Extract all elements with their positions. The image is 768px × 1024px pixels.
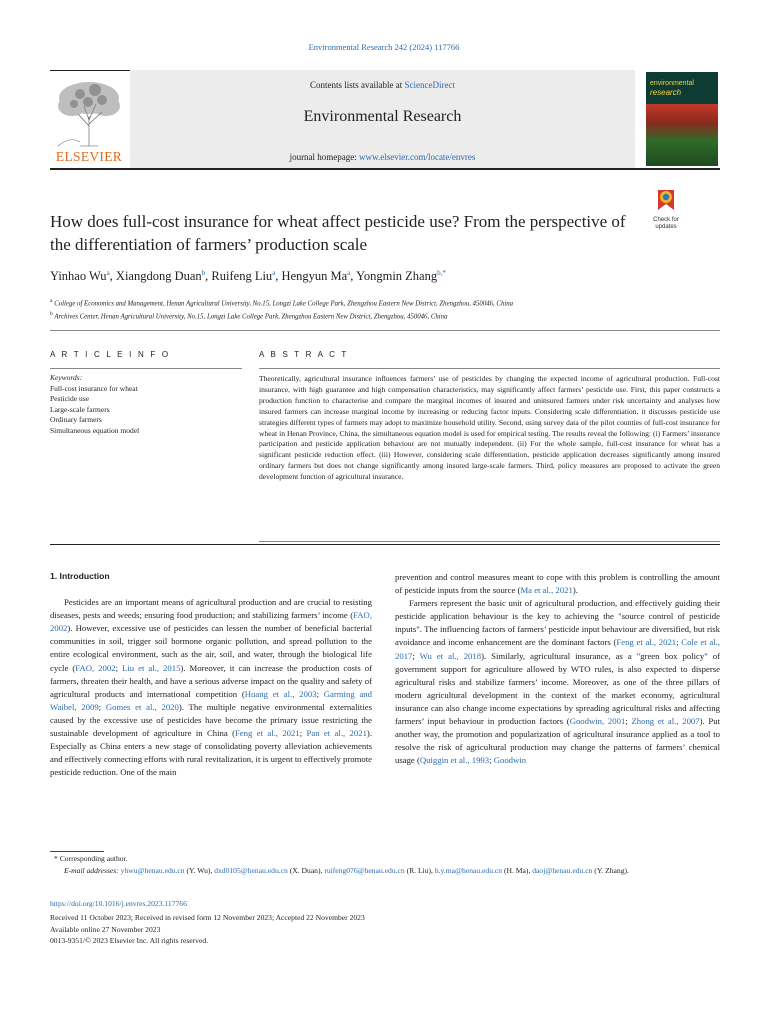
footnote-rule [50, 851, 104, 852]
cover-title: environmental [650, 80, 694, 87]
text-run: ). [572, 585, 578, 596]
sciencedirect-link[interactable]: ScienceDirect [404, 80, 455, 90]
text-run: Farmers represent the basic unit of agricultural production, and effectively guiding their pesticide application behaviour is the key to achieving the "source control of pesticide inputs". The influencing factors of farmers’ pesticide input behaviour are diversified, but risk avoidance and income enhancement are the dominant factors ( [395, 598, 720, 648]
citation-link[interactable]: Huang et al., 2003 [244, 688, 317, 699]
cover-image [646, 104, 718, 166]
footnotes [50, 853, 720, 877]
received-dates: Received 11 October 2023; Received in revised form 12 November 2023; Accepted 22 November 2023 [50, 913, 365, 922]
author-name[interactable]: Hengyun Ma [281, 269, 348, 284]
abstract-text: Theoretically, agricultural insurance influences farmers’ use of pesticides by changing the expected income of agricultural production. Full-cost insurance, with high guarantee and high compensation characteristics, may significantly affect farmers’ pesticide use. First, this paper constructs a production function to characterise and compare the marginal incomes of insured and uninsured farmers under risk uncertainty and analyses how insured farmers can increase marginal income by increasing or reducing factor inputs. Considering scale differentiation, it discusses pesticide use strategies different types of farmers may adopt to maximize household utility. Second, using survey data of the pilot counties of full-cost insurance for wheat in Henan Province, China, the simultaneous equation model is used for empirical testing. The results reveal the following: (i) Farmers’ insurance participation and pesticide application behaviour are not mutually independent. (ii) For the whole sample, full-cost insurance for wheat has a significant pesticide reduction effect. (iii) However, considering scale differentiation, pesticide application decreases significantly among insured ordinary farmers but does not change significantly among insured large-scale farmers. Third, policy measures are proposed to activate the green development function of agricultural insurance. [259, 374, 720, 482]
keywords-label: Keywords: [50, 373, 83, 382]
journal-header-panel [130, 70, 635, 168]
author-name[interactable]: Ruifeng Liu [211, 269, 273, 284]
abstract-rule [259, 368, 720, 369]
email-owner: (H. Ma), [502, 866, 533, 875]
paragraph [395, 597, 720, 767]
author-affiliation-mark[interactable]: a [272, 269, 276, 277]
author-affiliation-mark[interactable]: b [201, 269, 206, 277]
author-affiliation-mark[interactable]: a [347, 269, 351, 277]
journal-reference[interactable]: Environmental Research 242 (2024) 117766 [308, 42, 460, 52]
citation-link[interactable]: Feng et al., 2021 [234, 728, 300, 739]
keyword: Full-cost insurance for wheat [50, 383, 138, 393]
text-run: ; [412, 650, 420, 661]
affiliation-mark: b [50, 311, 53, 318]
email-label: E-mail addresses: [64, 866, 121, 875]
text-run: ). Especially as China enters a new stage of consolidating poverty alleviation achievements and effectively connecting efforts with rural revitalization, it is urgent to effectively promote pesticide reduction. One of the main [50, 728, 372, 778]
header-bottom-rule [50, 168, 720, 170]
article-info-heading: A R T I C L E I N F O [50, 350, 171, 359]
text-run: ). Put another way, the promotion and popularization of agricultural insurance applied as a tool to resolve the risk of agricultural production may change the patterns of farmers’ chemical usage ( [395, 716, 720, 766]
author-name[interactable]: Xiangdong Duan [115, 269, 202, 284]
journal-name: Environmental Research [303, 108, 462, 125]
title-rule [50, 330, 720, 331]
keyword: Large-scale farmers [50, 404, 110, 414]
journal-homepage-link[interactable]: www.elsevier.com/locate/envres [359, 152, 476, 162]
text-run: ; [676, 637, 682, 648]
author-list: Yinhao Wu$^a$, Xiangdong Duan$^b$, Ruifeng Liu$^a$, Hengyun Ma$^a$, Yongmin Zhang$^{b,*}$ [50, 269, 446, 284]
citation-link[interactable]: FAO, 2002 [50, 610, 372, 634]
article-info-rule [50, 368, 242, 369]
keyword: Ordinary farmers [50, 415, 102, 424]
text-run: ). Similarly, agricultural insurance, as a "green box policy" of government support for agriculture allowed by WTO rules, is also expected to disperse agricultural risks and stabilize farmers’ income. Moreover, as one of the three pillars of modern agricultural development in the context of the market economy, agricultural insurance can also change income expectations by spreading agricultural risks and affecting farmers’ input behaviour in production factors ( [395, 650, 721, 727]
text-run: prevention and control measures meant to cope with this problem is controlling the amount of pesticide inputs from the source ( [395, 572, 720, 596]
email-link[interactable]: yhwu@henau.edu.cn [120, 866, 185, 875]
cover-subtitle: research [650, 88, 682, 97]
article-dates [50, 912, 720, 947]
keyword: Pesticide use [50, 394, 89, 403]
email-link[interactable]: h.y.ma@henau.edu.cn [434, 866, 503, 875]
abstract-end-rule [259, 541, 720, 542]
author-affiliation-mark[interactable]: b,* [437, 269, 446, 277]
text-run: ; [299, 728, 307, 739]
article-title: How does full-cost insurance for wheat affect pesticide use? From the perspective of the differentiation of farmers’ production scale [50, 212, 626, 254]
available-online: Available online 27 November 2023 [50, 924, 161, 934]
email-owner: (X. Duan), [287, 866, 325, 875]
check-for-updates-button[interactable] [643, 188, 689, 232]
affiliation-text: College of Economics and Management, Henan Agricultural University, No.15, Longzi Lake College Park, Zhengzhou Eastern New District, Zhengzhou, 450046, China [52, 300, 514, 308]
homepage-label: journal homepage: [289, 152, 360, 162]
email-link[interactable]: ruifeng076@henau.edu.cn [324, 866, 405, 875]
paragraph [395, 571, 720, 597]
citation-link[interactable]: Liu et al., 2015 [122, 662, 181, 673]
citation-link[interactable]: Goodwin, 2001 [569, 716, 626, 727]
citation-link[interactable]: Zhong et al., 2007 [631, 716, 700, 727]
contents-line [130, 80, 635, 90]
text-run: ). However, excessive use of pesticides can lessen the number of beneficial bacterial communities in soil, trigger soil hormone organic pollution, and spread pollution to the entire ecological environment, such as the air, soil, and water, through the biological life cycle ( [50, 623, 372, 673]
affiliation [50, 309, 730, 322]
citation-link[interactable]: Garming and Waibel, 2009 [50, 688, 372, 712]
citation-link[interactable]: Feng et al., 2021 [616, 637, 677, 648]
copyright: 0013-9351/© 2023 Elsevier Inc. All rights reserved. [50, 936, 209, 945]
check-updates-label: Check for updates [653, 217, 679, 230]
text-run: ; [316, 688, 324, 699]
citation-link[interactable]: Wu et al., 2018 [419, 650, 482, 661]
citation-link[interactable]: FAO, 2002 [75, 662, 116, 673]
journal-cover[interactable] [646, 72, 718, 166]
keyword-list [50, 384, 242, 437]
check-updates-icon [655, 188, 677, 212]
text-run: ). Moreover, it can increase the production costs of farmers, threaten their health, and have a serious adverse impact on the quality and safety of agricultural products and international competition ( [50, 662, 372, 699]
keywords-block [50, 373, 242, 436]
email-link[interactable]: daoj@henau.edu.cn [532, 866, 593, 875]
homepage-line [130, 152, 635, 162]
abstract-heading: A B S T R A C T [259, 350, 349, 359]
citation-link[interactable]: Pan et al., 2021 [306, 728, 367, 739]
text-run: ). The multiple negative environmental externalities caused by the excessive use of pesticides have become the primary issue restricting the sustainable development of agriculture in China ( [50, 701, 372, 739]
text-run: ; [98, 701, 106, 712]
citation-link[interactable]: Gomes et al., 2020 [105, 701, 179, 712]
author-affiliation-mark[interactable]: a [106, 269, 110, 277]
affiliation [50, 296, 730, 309]
body-right-column [395, 571, 720, 767]
text-run: Pesticides are an important means of agricultural production and are crucial to resisting diseases, pests and weeds; ensuring food production; and stabilizing farmers’ income ( [50, 597, 372, 621]
body-rule [50, 544, 720, 545]
email-owner: (Y. Wu), [184, 866, 215, 875]
citation-link[interactable]: Ma et al., 2021 [520, 585, 573, 596]
author-name[interactable]: Yinhao Wu [50, 269, 107, 284]
text-run: ; [489, 755, 494, 766]
section-heading-introduction: 1. Introduction [50, 571, 110, 581]
paragraph [50, 596, 372, 779]
email-owner: (R. Liu), [404, 866, 435, 875]
contents-label: Contents lists available at [310, 80, 405, 90]
text-run: ; [625, 716, 632, 727]
citation-link[interactable]: Quiggin et al., 1993 [419, 755, 490, 766]
citation-link[interactable]: Goodwin [493, 755, 527, 766]
affiliation-mark: a [50, 298, 53, 304]
journal-header [50, 70, 627, 168]
doi-link[interactable]: https://doi.org/10.1016/j.envres.2023.117766 [50, 899, 187, 908]
email-owner: (Y. Zhang). [592, 866, 629, 875]
email-link[interactable]: dxd0105@henau.edu.cn [214, 866, 288, 875]
text-run: ; [115, 662, 123, 673]
body-left-column [50, 570, 372, 779]
affiliation-text: Archives Center, Henan Agricultural University, No.15, Longzi Lake College Park, Zhengzhou Eastern New District, Zhengzhou, 450046, China [52, 313, 448, 321]
author-name[interactable]: Yongmin Zhang [356, 269, 438, 284]
affiliations [50, 296, 730, 323]
keyword: Simultaneous equation model [50, 425, 140, 435]
email-addresses [50, 865, 720, 877]
publisher-wordmark: ELSEVIER [55, 149, 123, 164]
corresponding-author-note: * Corresponding author. [54, 854, 128, 863]
citation-link[interactable]: Cole et al., 2017 [395, 637, 720, 661]
